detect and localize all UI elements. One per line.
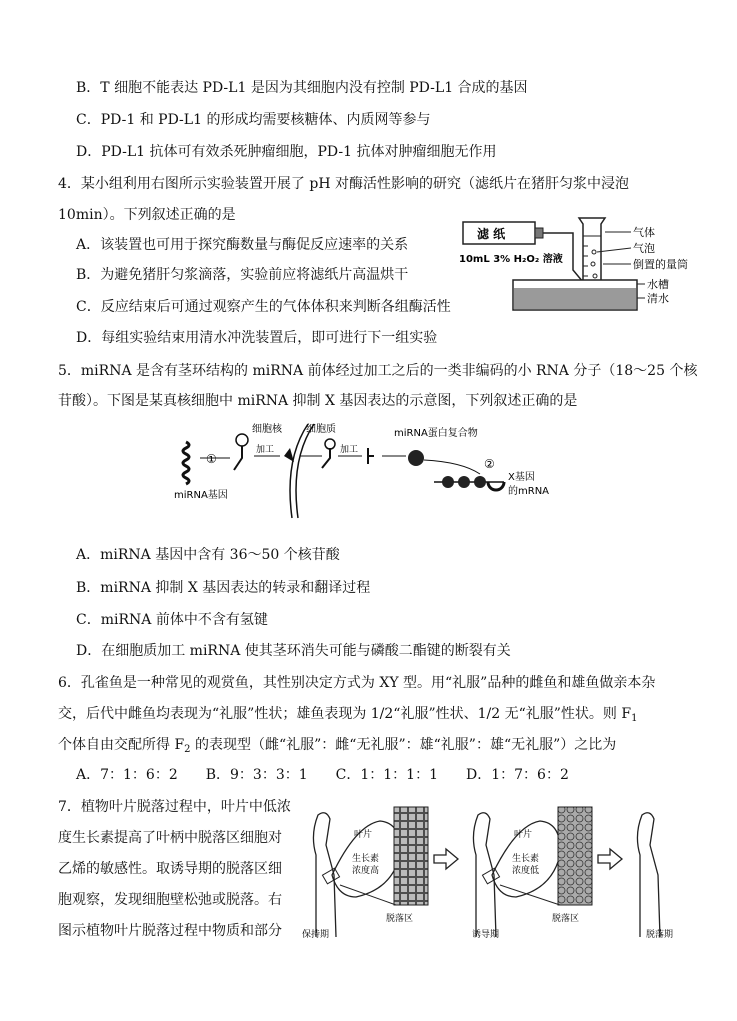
nuclear-membrane-inner	[296, 424, 314, 518]
q7-stem-line3: 乙烯的敏感性。取诱导期的脱落区细	[58, 861, 282, 877]
zoom-line-2	[500, 885, 560, 905]
q3-option-d: D．PD-L1 抗体可有效杀死肿瘤细胞，PD-1 抗体对肿瘤细胞无作用	[76, 144, 497, 160]
mature-mirna	[368, 448, 374, 464]
cyto-hairpin-loop	[325, 439, 335, 449]
ribosomes	[442, 476, 486, 488]
q7-stem-line2: 度生长素提高了叶柄中脱落区细胞对	[58, 830, 282, 846]
mirna-gene-shape	[183, 442, 189, 484]
q3-option-b: B．T 细胞不能表达 PD-L1 是因为其细胞内没有控制 PD-L1 合成的基因	[76, 80, 528, 96]
cyto-hairpin-stem	[322, 448, 330, 468]
tank-water	[514, 288, 636, 309]
q4-option-a: A．该装置也可用于探究酶数量与酶促反应速率的关系	[76, 237, 409, 253]
q5-stem-line2: 苷酸）。下图是某真核细胞中 miRNA 抑制 X 基因表达的示意图，下列叙述正确的是	[58, 393, 578, 409]
q5-option-c: C．miRNA 前体中不含有氢键	[76, 612, 268, 628]
stem-3	[637, 813, 660, 937]
gas-label: 气体	[633, 226, 655, 239]
auxin-2-label: 生长素	[512, 854, 540, 864]
q7-stem-line5: 图示植物叶片脱落过程中物质和部分	[58, 923, 282, 939]
abscission-marker-1	[322, 868, 339, 884]
q7-stem-line4: 胞观察，发现细胞壁松弛或脱落。右	[58, 892, 282, 908]
process-1-label: 加工	[256, 445, 275, 455]
q5-option-b: B．miRNA 抑制 X 基因表达的转录和翻译过程	[76, 580, 371, 596]
x-gene-mrna-label: 的mRNA	[508, 486, 550, 497]
step-2-label: ②	[484, 457, 495, 471]
leaf-2-label: 叶片	[514, 830, 533, 840]
q4-stem-line1: 4．某小组利用右图所示实验装置开展了 pH 对酶活性影响的研究（滤纸片在猪肝匀浆中浸泡	[58, 176, 629, 192]
stage-1-label: 保持期	[302, 930, 330, 940]
cytoplasm-label: 细胞质	[306, 424, 336, 435]
zoom-line-1	[340, 885, 396, 905]
q6-stem-line1: 6．孔雀鱼是一种常见的观赏鱼，其性别决定方式为 XY 型。用“礼服”品种的雌鱼和雄鱼做亲本杂	[58, 675, 656, 691]
cylinder-label: 倒置的量筒	[633, 258, 688, 271]
nucleus-label: 细胞核	[252, 424, 282, 435]
water-label: 清水	[647, 292, 669, 305]
pore-complex	[284, 448, 294, 462]
leaf-1-label: 叶片	[354, 830, 373, 840]
precursor-loop	[236, 434, 248, 446]
complex-label: miRNA蛋白复合物	[394, 428, 478, 439]
nuclear-membrane-outer	[290, 424, 308, 518]
auxin-2-level: 浓度低	[512, 866, 540, 876]
stage-2-label: 诱导期	[472, 930, 500, 940]
q5-option-d: D．在细胞质加工 miRNA 使其茎环消失可能与磷酸二酯键的断裂有关	[76, 643, 511, 659]
zone-2-label: 脱落区	[552, 914, 580, 924]
auxin-1-level: 浓度高	[352, 866, 380, 876]
zone-1-label: 脱落区	[386, 914, 414, 924]
q4-option-c: C．反应结束后可通过观察产生的气体体积来判断各组酶活性	[76, 299, 451, 315]
q4-stem-line2: 10min）。下列叙述正确的是	[58, 207, 236, 223]
q5-mirna-figure	[172, 420, 552, 520]
q6-stem-line3: 个体自由交配所得 $F_2$ 的表现型（雌“礼服”：雌“无礼服”：雄“礼服”：雄“无礼服”）之比为	[58, 737, 617, 755]
q7-stem-line1: 7．植物叶片脱落过程中，叶片中低浓	[58, 799, 291, 815]
arrow-to-abscission	[598, 849, 622, 869]
mirna-protein-complex	[408, 450, 424, 466]
arrow-to-induction	[434, 849, 458, 869]
process-2-label: 加工	[340, 445, 359, 455]
tissue-1-image	[394, 807, 428, 905]
q4-option-b: B．为避免猪肝匀浆滴落，实验前应将滤纸片高温烘干	[76, 267, 409, 283]
precursor-stem	[234, 446, 242, 470]
q6-stem-line2: 交，后代中雌鱼均表现为“礼服”性状；雄鱼表现为 1/2“礼服”性状、1/2 无“礼服”性状。则 $F_1$	[58, 706, 638, 724]
q4-option-d: D．每组实验结束用清水冲洗装置后，即可进行下一组实验	[76, 330, 438, 346]
step-1-label: ①	[206, 452, 217, 466]
stage-3-label: 脱落期	[646, 930, 674, 940]
q7-abscission-figure	[296, 805, 696, 945]
arrow-6	[424, 460, 480, 474]
q5-stem-line1: 5．miRNA 是含有茎环结构的 miRNA 前体经过加工之后的一类非编码的小 RNA 分子（18～25 个核	[58, 363, 698, 379]
bottle-neck	[535, 228, 543, 238]
q5-option-a: A．miRNA 基因中含有 36～50 个核苷酸	[76, 547, 340, 563]
abscission-marker-2	[482, 868, 499, 884]
q3-option-c: C．PD-1 和 PD-L1 的形成均需要核糖体、内质网等参与	[76, 112, 431, 128]
q4-apparatus-figure	[455, 212, 705, 317]
x-gene-label: X基因	[508, 472, 535, 483]
bubble-label: 气泡	[633, 242, 655, 255]
q6-options: A．7：1：6：2 B．9：3：3：1 C．1：1：1：1 D．1：7：6：2	[76, 767, 569, 783]
filter-paper-label: 滤 纸	[477, 227, 506, 241]
solution-label: 10mL 3% H₂O₂ 溶液	[459, 254, 563, 265]
mirna-gene-label: miRNA基因	[174, 490, 228, 501]
tank-label: 水槽	[647, 278, 669, 291]
bound-complex	[488, 482, 504, 490]
tissue-2-image	[558, 807, 592, 905]
auxin-1-label: 生长素	[352, 854, 380, 864]
